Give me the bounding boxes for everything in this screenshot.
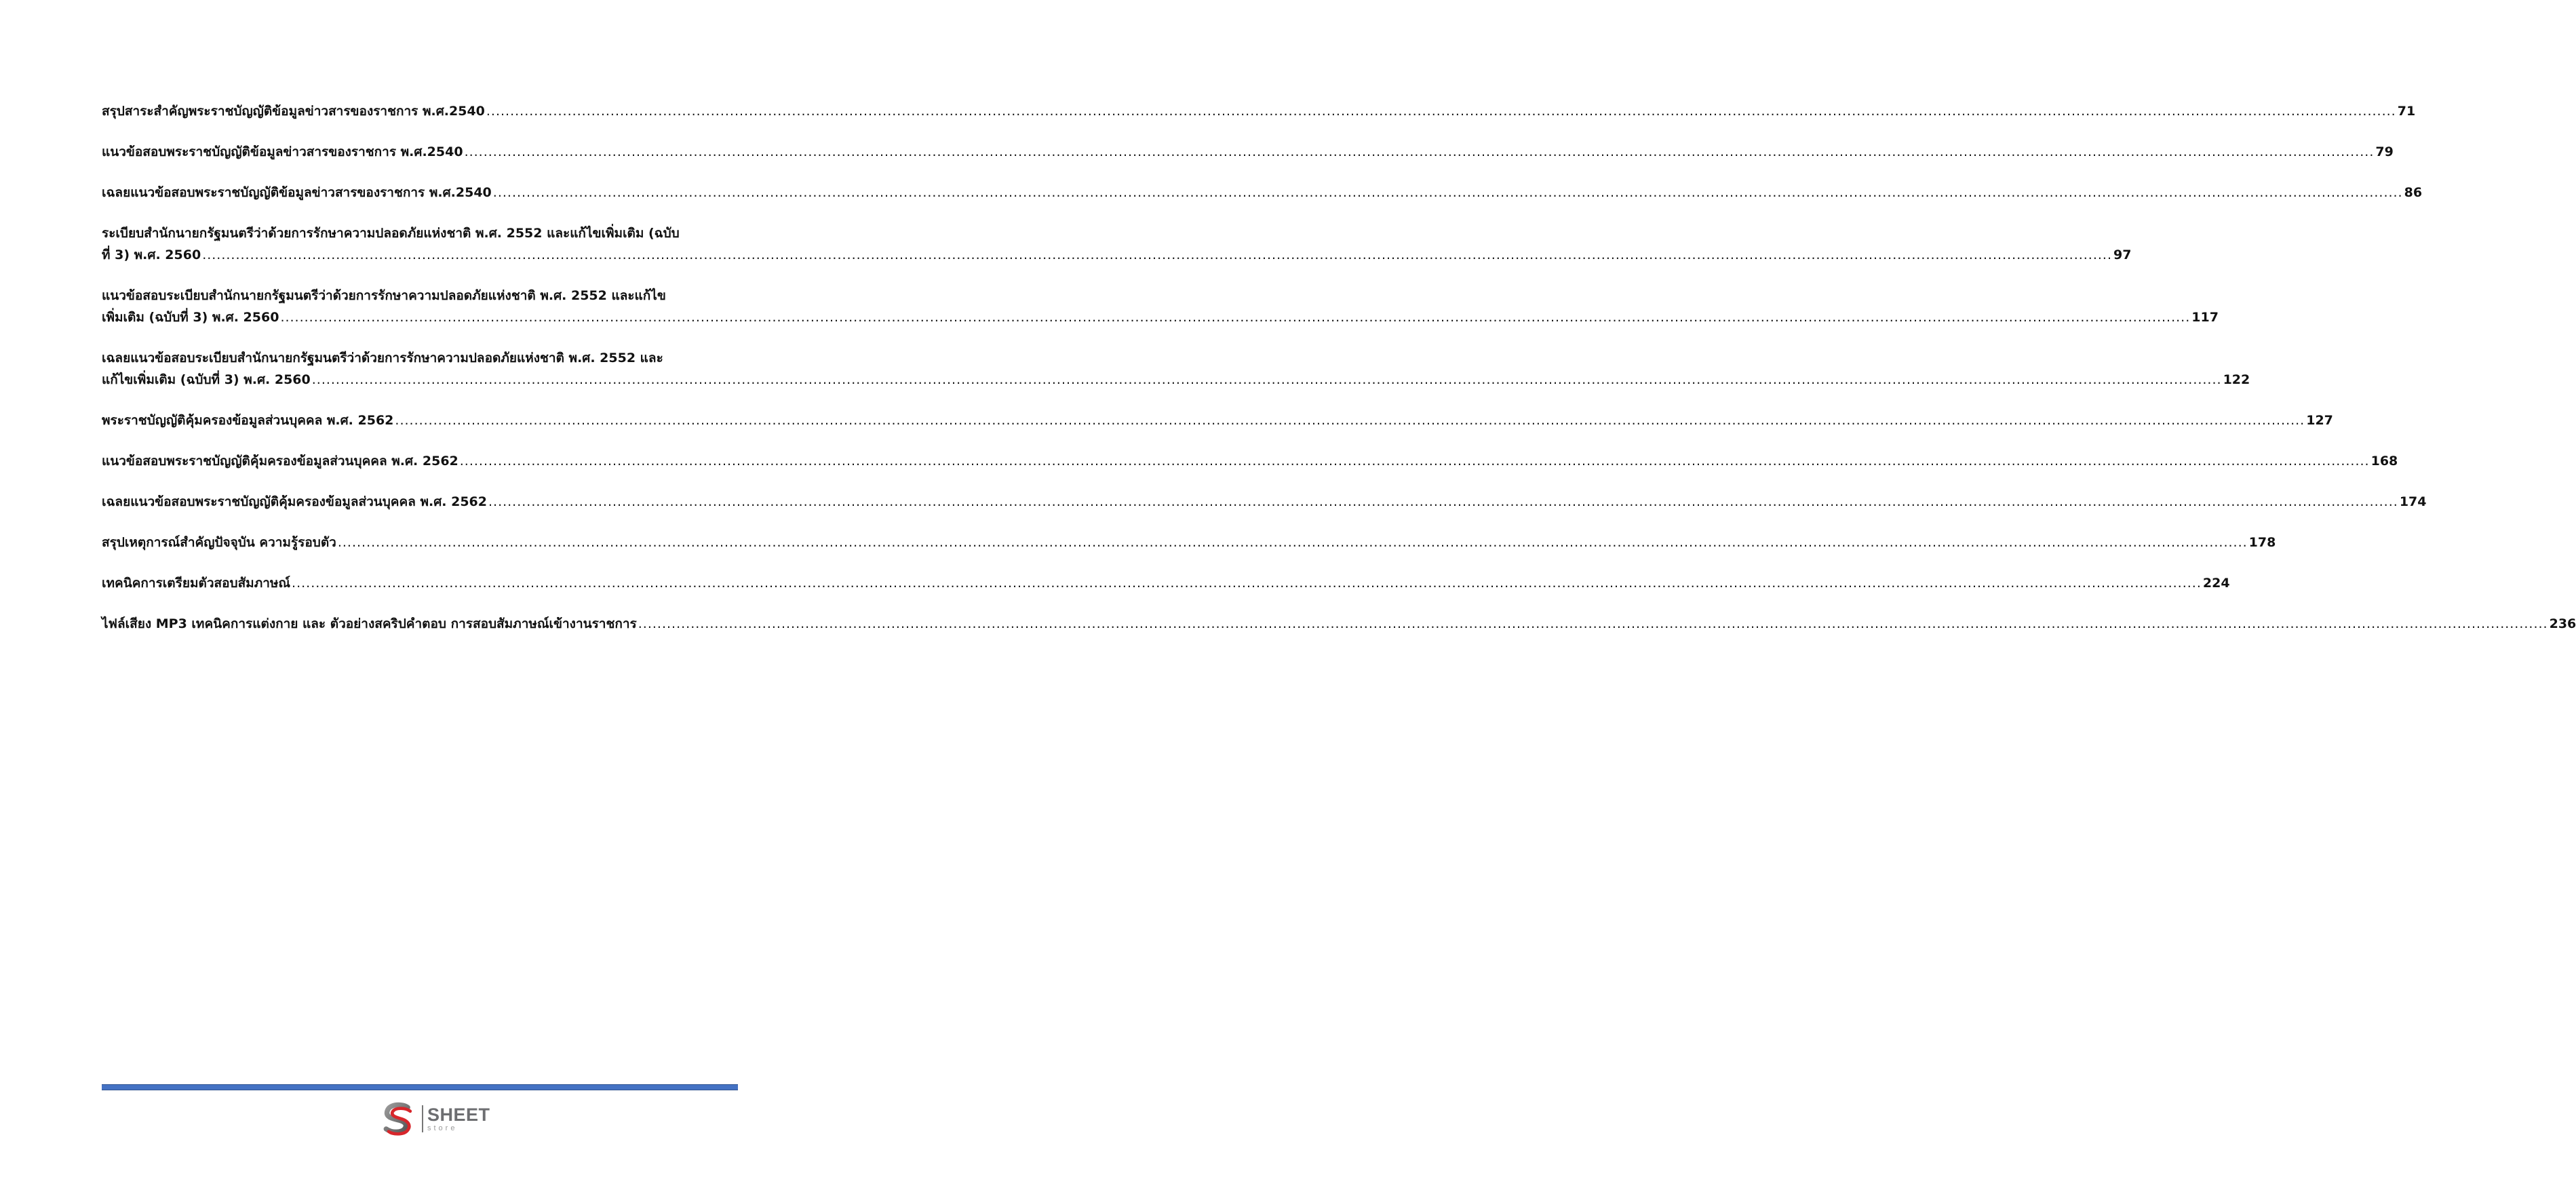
logo-text	[427, 1106, 490, 1132]
toc-entry-title-line: แนวข้อสอบระเบียบสำนักนายกรัฐมนตรีว่าด้วยการรักษาความปลอดภัยแห่งชาติ พ.ศ. 2552 และแก้ไข	[102, 288, 666, 303]
toc-entry-leader-line	[102, 244, 2132, 266]
toc-page-number: 224	[2202, 576, 2230, 591]
toc-dot-leader: ................................................................................................................................................................................................................................................................................................................................................................................................................	[311, 372, 2222, 387]
toc-dot-leader: ................................................................................................................................................................................................................................................................................................................................................................................................................	[337, 535, 2248, 550]
toc-page-number: 127	[2306, 413, 2333, 428]
toc-dot-leader: ................................................................................................................................................................................................................................................................................................................................................................................................................	[280, 310, 2191, 325]
toc-dot-leader: ................................................................................................................................................................................................................................................................................................................................................................................................................	[638, 616, 2548, 631]
toc-page-number: 122	[2223, 372, 2250, 387]
toc-dot-leader: ................................................................................................................................................................................................................................................................................................................................................................................................................	[395, 413, 2305, 428]
toc-entry-title: พระราชบัญญัติคุ้มครองข้อมูลส่วนบุคคล พ.ศ. 2562	[102, 413, 394, 428]
toc-entry-title: เพิ่มเติม (ฉบับที่ 3) พ.ศ. 2560	[102, 310, 279, 325]
toc-entry-leader-line	[102, 410, 2333, 431]
toc-entry[interactable]	[102, 222, 2132, 266]
toc-dot-leader: ................................................................................................................................................................................................................................................................................................................................................................................................................	[459, 454, 2370, 469]
toc-entry[interactable]	[102, 410, 2333, 431]
toc-entry-leader-line	[102, 306, 2219, 328]
toc-entry-leader-line	[102, 613, 2576, 635]
toc-entry-title: เฉลยแนวข้อสอบพระราชบัญญัติข้อมูลข่าวสารของราชการ พ.ศ.2540	[102, 185, 492, 200]
toc-entry[interactable]	[102, 285, 2219, 328]
toc-page-number: 117	[2191, 310, 2219, 325]
toc-entry-title: ที่ 3) พ.ศ. 2560	[102, 247, 201, 262]
toc-entry[interactable]	[102, 613, 2576, 635]
toc-entry-leader-line	[102, 369, 2250, 391]
toc-entry-title-line: เฉลยแนวข้อสอบระเบียบสำนักนายกรัฐมนตรีว่าด้วยการรักษาความปลอดภัยแห่งชาติ พ.ศ. 2552 และ	[102, 351, 663, 365]
toc-dot-leader: ................................................................................................................................................................................................................................................................................................................................................................................................................	[486, 104, 2396, 119]
toc-entry[interactable]	[102, 491, 2427, 513]
toc-entry-title: แก้ไขเพิ่มเติม (ฉบับที่ 3) พ.ศ. 2560	[102, 372, 311, 387]
toc-entry[interactable]	[102, 100, 2416, 122]
sheet-store-s-icon	[380, 1100, 418, 1138]
toc-entry-title: เฉลยแนวข้อสอบพระราชบัญญัติคุ้มครองข้อมูลส่วนบุคคล พ.ศ. 2562	[102, 494, 487, 509]
toc-entry-leader-line	[102, 182, 2423, 203]
toc-entry[interactable]	[102, 572, 2230, 594]
toc-page-number: 79	[2375, 144, 2394, 159]
logo-separator	[422, 1105, 423, 1132]
toc-dot-leader: ................................................................................................................................................................................................................................................................................................................................................................................................................	[292, 576, 2202, 591]
toc-page-number: 168	[2370, 454, 2398, 469]
logo-sub: store	[427, 1124, 458, 1132]
toc-page-number: 174	[2399, 494, 2427, 509]
toc-page-number: 71	[2397, 104, 2416, 119]
toc-dot-leader: ................................................................................................................................................................................................................................................................................................................................................................................................................	[202, 247, 2113, 262]
toc-entry-title-line: ระเบียบสำนักนายกรัฐมนตรีว่าด้วยการรักษาความปลอดภัยแห่งชาติ พ.ศ. 2552 และแก้ไขเพิ่มเติม (ฉบับ	[102, 226, 680, 241]
toc-entry-title: แนวข้อสอบพระราชบัญญัติข้อมูลข่าวสารของราชการ พ.ศ.2540	[102, 144, 463, 159]
toc-entry-title: ไฟล์เสียง MP3 เทคนิคการแต่งกาย และ ตัวอย่างสคริปคำตอบ การสอบสัมภาษณ์เข้างานราชการ	[102, 616, 637, 631]
table-of-contents	[102, 100, 2576, 654]
toc-entry[interactable]	[102, 182, 2423, 203]
toc-entry-leader-line	[102, 532, 2276, 553]
toc-entry-title: สรุปสาระสำคัญพระราชบัญญัติข้อมูลข่าวสารของราชการ พ.ศ.2540	[102, 104, 485, 119]
toc-page-number: 86	[2404, 185, 2423, 200]
toc-page-number: 178	[2248, 535, 2276, 550]
toc-entry-leader-line	[102, 491, 2427, 513]
toc-entry[interactable]	[102, 450, 2398, 472]
toc-dot-leader: ................................................................................................................................................................................................................................................................................................................................................................................................................	[492, 185, 2403, 200]
toc-dot-leader: ................................................................................................................................................................................................................................................................................................................................................................................................................	[488, 494, 2398, 509]
toc-entry[interactable]	[102, 141, 2394, 163]
toc-entry-leader-line	[102, 100, 2416, 122]
toc-entry-leader-line	[102, 141, 2394, 163]
toc-entry-leader-line	[102, 450, 2398, 472]
sheet-store-logo	[380, 1099, 495, 1138]
logo-name: SHEET	[427, 1104, 490, 1125]
toc-dot-leader: ................................................................................................................................................................................................................................................................................................................................................................................................................	[464, 144, 2375, 159]
toc-entry-title: แนวข้อสอบพระราชบัญญัติคุ้มครองข้อมูลส่วนบุคคล พ.ศ. 2562	[102, 454, 458, 469]
toc-entry-title: สรุปเหตุการณ์สำคัญปัจจุบัน ความรู้รอบตัว	[102, 535, 336, 550]
toc-entry-leader-line	[102, 572, 2230, 594]
toc-entry[interactable]	[102, 532, 2276, 553]
footer-rule	[102, 1084, 738, 1090]
toc-page-number: 97	[2113, 247, 2132, 262]
toc-entry-title: เทคนิคการเตรียมตัวสอบสัมภาษณ์	[102, 576, 291, 591]
toc-entry[interactable]	[102, 347, 2250, 391]
toc-page-number: 236	[2549, 616, 2576, 631]
